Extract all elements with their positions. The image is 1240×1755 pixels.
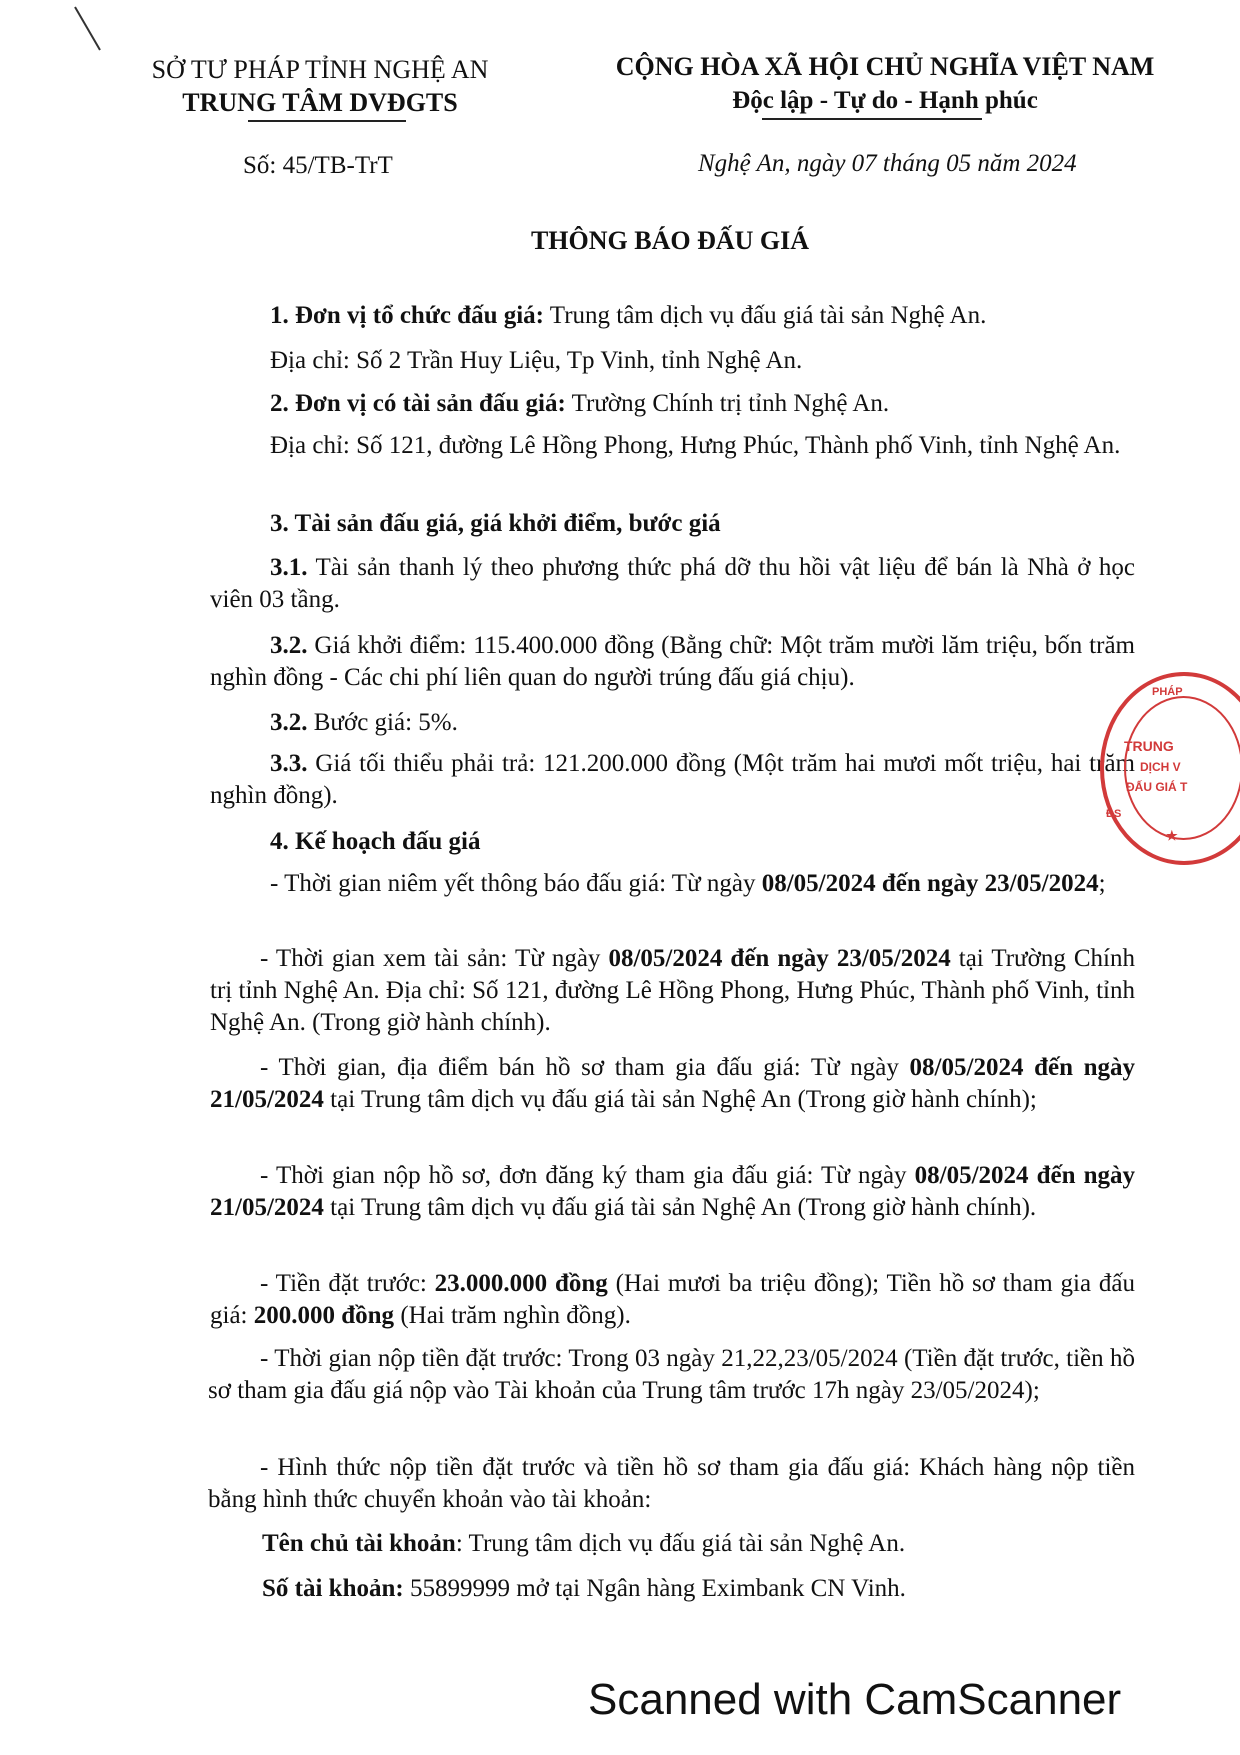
section-1-address: Địa chỉ: Số 2 Trần Huy Liệu, Tp Vinh, tỉnh Nghệ An. [270, 347, 803, 374]
account-number-value: 55899999 mở tại Ngân hàng Eximbank CN Vinh. [403, 1575, 906, 1602]
item-3-3 [210, 748, 1135, 812]
agency-line2: TRUNG TÂM DVĐGTS [182, 88, 458, 117]
item-3-2-text: Giá khởi điểm: 115.400.000 đồng (Bằng chữ: Một trăm mười lăm triệu, bốn trăm nghìn đồng - Các chi phí liên quan do người trúng đấu giá chịu). [210, 632, 1135, 691]
plan-item-3-b: 08/05/2024 đến ngày 21/05/2024 [210, 1054, 1135, 1113]
item-3-2 [210, 630, 1135, 694]
agency-line1: SỞ TƯ PHÁP TỈNH NGHỆ AN [151, 55, 489, 84]
plan-item-5-d: 200.000 đồng [253, 1302, 395, 1329]
account-name-label: Tên chủ tài khoản [262, 1530, 456, 1557]
plan-item-4-b: 08/05/2024 đến ngày 21/05/2024 [210, 1162, 1135, 1221]
item-3-1-text: Tài sản thanh lý theo phương thức phá dỡ thu hồi vật liệu để bán là Nhà ở học viên 03 tầng. [210, 554, 1135, 613]
camscanner-watermark: Scanned with CamScanner [588, 1675, 1122, 1724]
document-title: THÔNG BÁO ĐẤU GIÁ [530, 226, 810, 255]
plan-item-1-c: ; [1098, 870, 1106, 897]
place-date: Nghệ An, ngày 07 tháng 05 năm 2024 [698, 150, 1077, 177]
section-2 [270, 388, 1140, 420]
plan-item-3-a: - Thời gian, địa điểm bán hồ sơ tham gia đấu giá: Từ ngày [260, 1054, 910, 1081]
section-1 [270, 300, 1140, 332]
plan-item-2-c: tại Trường Chính trị tỉnh Nghệ An. Địa chỉ: Số 121, đường Lê Hồng Phong, Hưng Phúc, Thành phố Vinh, tỉnh Nghệ An. (Trong giờ hành chính). [210, 945, 1135, 1036]
plan-item-2 [210, 943, 1135, 1039]
item-3-2-label: 3.2. [270, 632, 308, 659]
section-3-heading: 3. Tài sản đấu giá, giá khởi điểm, bước giá [270, 510, 721, 537]
plan-item-2-b: 08/05/2024 đến ngày 23/05/2024 [608, 945, 951, 972]
motto-underline [762, 118, 982, 120]
section-1-value: Trung tâm dịch vụ đấu giá tài sản Nghệ An. [544, 302, 987, 329]
item-3-3-text: Giá tối thiểu phải trả: 121.200.000 đồng (Một trăm hai mươi mốt triệu, hai trăm nghìn đồng). [210, 750, 1135, 809]
agency-underline [248, 120, 406, 122]
account-number-label: Số tài khoản: [262, 1575, 404, 1602]
section-2-value: Trường Chính trị tỉnh Nghệ An. [565, 390, 890, 417]
plan-item-1 [210, 868, 1135, 900]
plan-item-5-b: 23.000.000 đồng [434, 1270, 608, 1297]
plan-item-1-b: 08/05/2024 đến ngày 23/05/2024 [761, 870, 1099, 897]
section-2-label: 2. Đơn vị có tài sản đấu giá: [270, 390, 566, 417]
doc-number: Số: 45/TB-TrT [243, 152, 393, 179]
seal-line3: DỊCH V [1140, 760, 1181, 774]
item-3-3-label: 3.3. [270, 750, 308, 777]
plan-item-3 [210, 1052, 1135, 1116]
item-3-2-step [270, 707, 1140, 739]
plan-item-6: - Thời gian nộp tiền đặt trước: Trong 03 ngày 21,22,23/05/2024 (Tiền đặt trước, tiền hồ sơ tham gia đấu giá nộp vào Tài khoản của Trung tâm trước 17h ngày 23/05/2024); [208, 1345, 1135, 1404]
plan-item-4-c: tại Trung tâm dịch vụ đấu giá tài sản Nghệ An (Trong giờ hành chính). [323, 1194, 1037, 1221]
account-name [262, 1528, 1132, 1560]
plan-item-3-c: tại Trung tâm dịch vụ đấu giá tài sản Nghệ An (Trong giờ hành chính); [323, 1086, 1037, 1113]
motto: Độc lập - Tự do - Hạnh phúc [732, 87, 1038, 114]
account-name-value: : Trung tâm dịch vụ đấu giá tài sản Nghệ An. [455, 1530, 906, 1557]
section-2-address: Địa chỉ: Số 121, đường Lê Hồng Phong, Hưng Phúc, Thành phố Vinh, tỉnh Nghệ An. [270, 432, 1121, 459]
item-3-1-label: 3.1. [270, 554, 308, 581]
plan-item-5-e: (Hai trăm nghìn đồng). [394, 1302, 631, 1329]
seal-line4: ĐẤU GIÁ T [1126, 780, 1188, 794]
plan-item-4 [210, 1160, 1135, 1224]
plan-item-1-a: - Thời gian niêm yết thông báo đấu giá: Từ ngày [270, 870, 762, 897]
account-number [262, 1573, 1132, 1605]
country-name: CỘNG HÒA XÃ HỘI CHỦ NGHĨA VIỆT NAM [615, 52, 1155, 81]
scan-mark [70, 5, 110, 55]
seal-line5: ĐS [1106, 808, 1122, 820]
section-4-heading: 4. Kế hoạch đấu giá [270, 828, 481, 855]
plan-item-7: - Hình thức nộp tiền đặt trước và tiền hồ sơ tham gia đấu giá: Khách hàng nộp tiền bằng hình thức chuyển khoản vào tài khoản: [208, 1454, 1135, 1513]
seal-line2: TRUNG [1124, 738, 1174, 754]
seal-line1: PHÁP [1152, 686, 1183, 698]
plan-item-5-c: (Hai mươi ba triệu đồng); Tiền hồ sơ tham gia đấu giá: [210, 1270, 1136, 1329]
seal-star-icon: ★ [1166, 828, 1178, 843]
item-3-2-step-label: 3.2. [270, 709, 308, 736]
plan-item-2-a: - Thời gian xem tài sản: Từ ngày [260, 945, 609, 972]
item-3-1 [210, 552, 1135, 616]
section-1-label: 1. Đơn vị tổ chức đấu giá: [270, 302, 544, 329]
plan-item-5 [210, 1268, 1135, 1332]
item-3-2-step-text: Bước giá: 5%. [307, 709, 458, 736]
plan-item-5-a: - Tiền đặt trước: [260, 1270, 435, 1297]
plan-item-4-a: - Thời gian nộp hồ sơ, đơn đăng ký tham gia đấu giá: Từ ngày [260, 1162, 915, 1189]
